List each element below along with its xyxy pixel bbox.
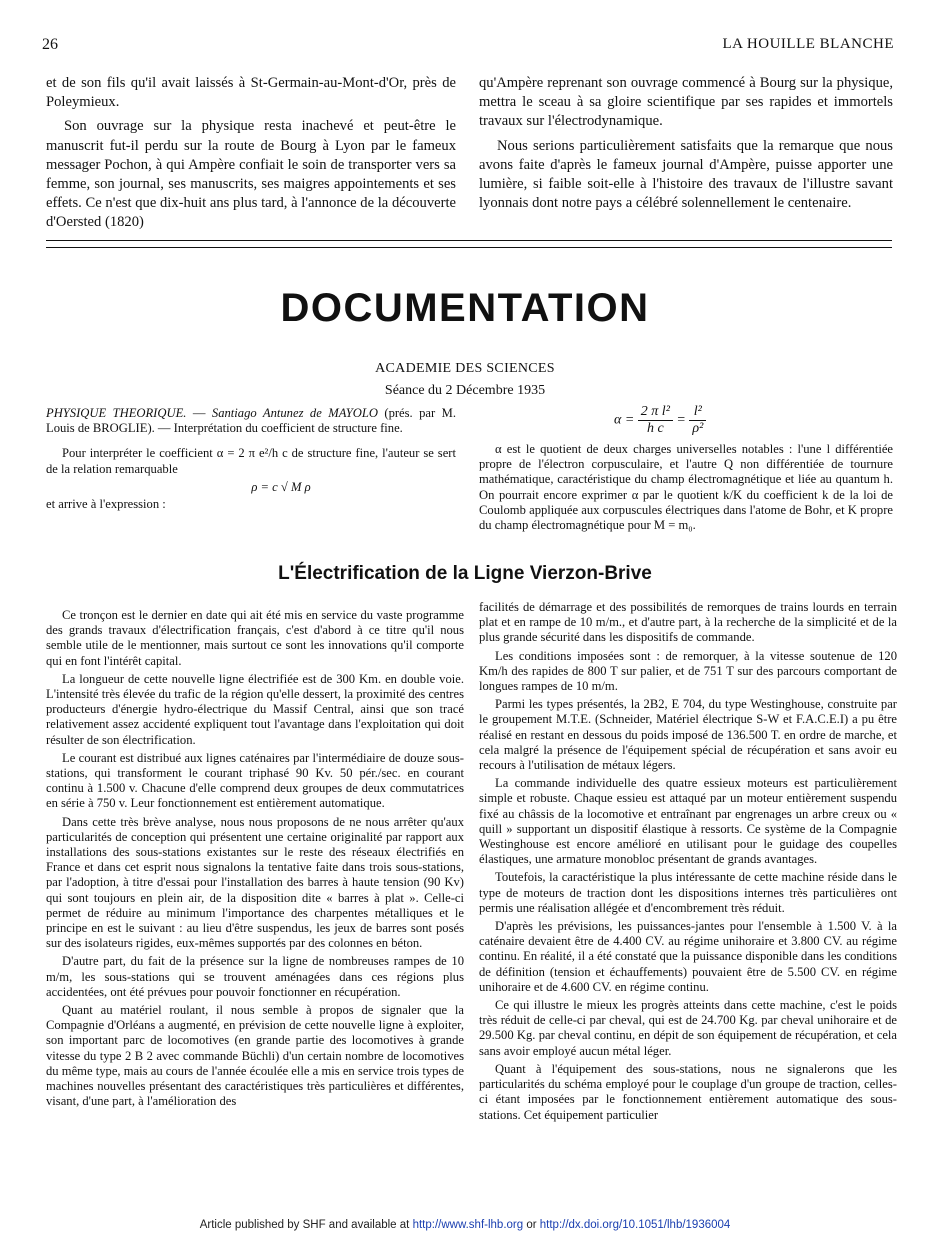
- formula-alpha: [614, 404, 706, 437]
- article-right-column: [479, 600, 897, 1126]
- footer-text: Article published by SHF and available at: [199, 1219, 413, 1231]
- academy-heading: ACADEMIE DES SCIENCES: [375, 361, 555, 376]
- article-left-column: [46, 608, 464, 1113]
- article-title: L'Électrification de la Ligne Vierzon-Brive: [278, 563, 652, 584]
- section-divider: [46, 247, 892, 248]
- paragraph: Toutefois, la caractéristique la plus intéressante de cette machine réside dans le type de moteurs de traction dont les dispositions internes très particulières ont permis une réalisation allégée et d'encombrement très réduit.: [479, 870, 897, 915]
- abstract-paragraph: α est le quotient de deux charges universelles notables : l'une l différentiée propre de l'électron corpusculaire, et l'autre Q non différentiée de tournure mathématique, caractéristique du champ électromagnétique et liée au quantum h. On pourrait encore exprimer α par le quotient k/K du coefficient k de la loi de Coulomb appliquée aux corpuscules électriques dans l'atome de Bohr, et K propre du champ électromagnétique pour M = m₀.: [479, 442, 893, 533]
- paragraph: Nous serions particulièrement satisfaits que la remarque que nous avons faite d'après le fameux journal d'Ampère, puisse apporter une lumière, si faible soit-elle à l'histoire des travaux de l'illustre savant lyonnais dont notre pays a célébré solennellement le centenaire.: [479, 137, 893, 212]
- paragraph: Ce tronçon est le dernier en date qui ait été mis en service du vaste programme des grands travaux d'électrification français, c'est d'abord à ce titre qu'il nous semble utile de le mentionner, mais surtout ce sont les innovations qu'il comporte qui en font l'intérêt capital.: [46, 608, 464, 668]
- denominator: h c: [646, 421, 664, 436]
- section-title: DOCUMENTATION: [280, 286, 650, 330]
- paragraph: Quant à l'équipement des sous-stations, nous ne signalerons que les particularités du schéma employé pour le couplage d'un groupe de traction, celles-ci étant imposées par le fonctionnement entièrement automatique des sous-stations. Cet équipement particulier: [479, 1061, 897, 1122]
- paragraph: qu'Ampère reprenant son ouvrage commencé à Bourg sur la physique, mettra le sceau à sa gloire scientifique par ses rapides et immortels travaux sur l'électrodynamique.: [479, 75, 893, 130]
- fraction: [638, 404, 673, 437]
- formula-equals: =: [676, 412, 686, 428]
- numerator: l²: [689, 404, 706, 421]
- footer-link-doi[interactable]: http://dx.doi.org/10.1051/lhb/1936004: [539, 1219, 731, 1231]
- abstract-paragraph: et arrive à l'expression :: [46, 497, 166, 512]
- footer-text: or: [523, 1219, 540, 1231]
- page-number: 26: [42, 36, 58, 53]
- running-header: LA HOUILLE BLANCHE: [722, 36, 894, 52]
- section-divider: [46, 240, 892, 241]
- session-date: Séance du 2 Décembre 1935: [384, 383, 546, 398]
- documentation-right: [479, 442, 893, 536]
- paragraph: Dans cette très brève analyse, nous nous proposons de ne nous arrêter qu'aux particularités de conception qui présentent une certaine originalité par rapport aux installations des sous-stations existantes sur le reste des réseaux électrifiés en France et dans cet esprit nous signalons la tentative faite dans trois sous-stations, par l'adoption, à titre d'essai pour l'installation des barres à haute tension (90 Kv) qui sont toujours en plein air, de la disposition dite « barres à plat ». Celle-ci permet de réduire au minimum l'importance des charpentes métalliques et le principe en est le suivant : au lieu d'être suspendus, les jeux de barres sont posés sur des isolateurs rigides, eux-mêmes supportés par des colonnes en béton.: [46, 814, 464, 951]
- fraction: [689, 404, 706, 437]
- paragraph: La commande individuelle des quatre essieux moteurs est particulièrement simple et robuste. Chaque essieu est attaqué par un moteur entièrement suspendu fixé au châssis de la locomotive et entraînant par engrenages un arbre creux ou « quill » supportant un dispositif élastique à ressorts. Ce système de la Compagnie Westinghouse est encore amélioré en utilisant pour le guidage des coupelles élastiques, une armature monobloc présentant de grands avantages.: [479, 776, 897, 867]
- abstract-intro-rest: (prés. par M. Louis de BROGLIE). — Interprétation du coefficient de structure fine.: [46, 406, 457, 436]
- documentation-left: [46, 406, 456, 515]
- paragraph: facilités de démarrage et des possibilités de remorques de trains lourds en terrain plat et en rampe de 10 m/m., et d'autre part, à la recherche de la simplicité et de la plus grande sécurité dans les dispositifs de commande.: [479, 600, 897, 645]
- top-right-column: [479, 74, 893, 213]
- paragraph: Parmi les types présentés, la 2B2, E 704, du type Westinghouse, construite par le groupement M.T.E. (Schneider, Matériel électrique S-W et F.A.C.E.I) a pu être réalisé en restant en dessous du poids imposé de 136.500 T. en ordre de marche, et cela malgré la présence de l'équipement spécial de récupération et sans avoir eu recours à l'utilisation de métaux légers.: [479, 697, 897, 773]
- denominator: ρ²: [692, 421, 704, 436]
- top-left-column: [46, 74, 456, 233]
- paragraph: La longueur de cette nouvelle ligne électrifiée est de 300 Km. en double voie. L'intensité très élevée du trafic de la région qu'elle dessert, la proximité des centres producteurs d'énergie hydro-électrique du Massif Central, ainsi que son tracé relativement assez accidenté expliquent tout l'avantage dans l'exploitation qui doit résulter de son électrification.: [46, 671, 464, 747]
- paragraph: et de son fils qu'il avait laissés à St-Germain-au-Mont-d'Or, près de Poleymieux.: [46, 75, 456, 111]
- abstract-paragraph: Pour interpréter le coefficient α = 2 π e²/h c de structure fine, l'auteur se sert de la relation remarquable: [46, 446, 456, 476]
- paragraph: D'après les prévisions, les puissances-jantes pour l'ensemble à 1.500 V. à la caténaire devaient être de 4.400 CV. au régime unihoraire et 3.800 CV. au régime continu. En réalité, il a été constaté que la puissance disponible dans les conditions de définition (tension et échauffements) pouvaient être de 5.500 CV. en régime unihoraire et de 4.600 CV. en régime continu.: [479, 919, 897, 994]
- publication-footer: [0, 1219, 930, 1231]
- numerator: 2 π l²: [638, 404, 673, 421]
- paragraph: Quant au matériel roulant, il nous semble à propos de signaler que la Compagnie d'Orléans a augmenté, en prévision de cette nouvelle ligne à exploiter, son important parc de locomotives (en grande partie des locomotives à grande vitesse du type 2 B 2 avec commande Büchli) d'un certain nombre de locomotives du même type, mais au cours de l'année écoulée elle a mis en service trois types de machines nouvelles présentant des caractéristiques très particulières et différentes, visant, d'une part, à l'amélioration des: [46, 1003, 464, 1109]
- paragraph: Les conditions imposées sont : de remorquer, à la vitesse soutenue de 120 Km/h des rapides de 800 T sur palier, et de 751 T sur des parcours comportant de longues rampes de 10 m/m.: [479, 648, 897, 694]
- paragraph: D'autre part, du fait de la présence sur la ligne de nombreuses rampes de 10 m/m, les sous-stations qui se trouvent aménagées dans ces régions plus accidentées, ont été prévues pour pouvoir fonctionner en récupération.: [46, 954, 464, 999]
- formula-rho: ρ = c √ M ρ: [251, 479, 311, 494]
- footer-link-shf[interactable]: http://www.shf-lhb.org: [412, 1219, 524, 1231]
- abstract-author: Santiago Antunez de MAYOLO: [211, 406, 378, 420]
- abstract-intro: PHYSIQUE THEORIQUE. — Santiago Antunez de MAYOLO (prés. par M. Louis de BROGLIE). — Interprétation du coefficient de structure fine.: [46, 406, 457, 436]
- paragraph: Son ouvrage sur la physique resta inachevé et peut-être le manuscrit fut-il perdu sur la route de Bourg à Lyon par le fameux messager Pochon, à qui Ampère confiait le soin de transporter vers sa femme, son journal, ses manuscrits, ses maigres appointements et ses effets. Ce n'est que dix-huit ans plus tard, à l'annonce de la découverte d'Oersted (1820): [46, 118, 456, 231]
- abstract-label: PHYSIQUE THEORIQUE.: [46, 406, 187, 420]
- paragraph: Le courant est distribué aux lignes caténaires par l'intermédiaire de douze sous-stations, qui transforment le courant triphasé 90 Kv. 50 pér./sec. en courant continu à 1.500 v. Chacune d'elle comprend deux groupes de deux commutatrices en série à 750 v. Leur fonctionnement est entièrement automatique.: [46, 750, 464, 811]
- formula-lhs: α =: [614, 412, 635, 428]
- paragraph: Ce qui illustre le mieux les progrès atteints dans cette machine, c'est le poids très réduit de celle-ci par cheval, qui est de 24.700 Kg. par cheval unihoraire et de 29.500 Kg. par cheval continu, en dépit de son équipement de récupération, et cela sans avoir employé aucun métal léger.: [479, 998, 897, 1058]
